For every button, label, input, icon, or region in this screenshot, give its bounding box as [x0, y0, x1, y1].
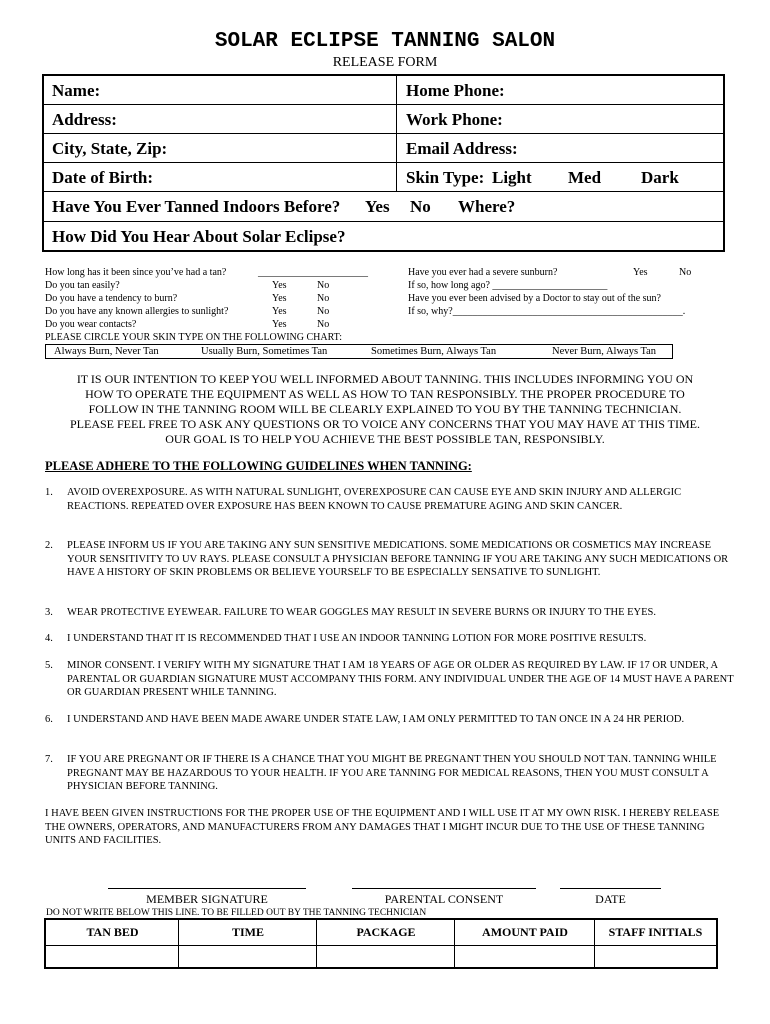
question-text: Do you tan easily?	[45, 280, 120, 291]
name-label: Name:	[52, 81, 101, 100]
guideline-number: 6.	[45, 714, 53, 725]
skin-type-dark-option[interactable]: Dark	[641, 168, 679, 187]
info-row-tanned-before	[44, 192, 723, 222]
skin-type-label: Skin Type:	[406, 168, 485, 187]
intro-paragraph	[30, 372, 740, 447]
tanned-before-label: Have You Ever Tanned Indoors Before?	[52, 197, 341, 216]
dob-field[interactable]	[44, 163, 397, 191]
member-signature-line[interactable]	[108, 888, 306, 889]
info-row-address	[44, 105, 723, 134]
yes-option[interactable]: Yes	[272, 306, 287, 317]
guideline-number: 2.	[45, 540, 53, 551]
tanned-before-no-option[interactable]: No	[410, 197, 431, 216]
question-severe-sunburn	[408, 266, 708, 279]
info-row-city	[44, 134, 723, 163]
skin-chart-option[interactable]: Usually Burn, Sometimes Tan	[201, 346, 328, 357]
question-tan-easily	[45, 279, 345, 292]
customer-info-box	[42, 74, 725, 252]
guideline-text: I UNDERSTAND THAT IT IS RECOMMENDED THAT I USE AN INDOOR TANNING LOTION FOR MORE POSITIVE RESULTS.	[67, 633, 647, 644]
guideline-text: I UNDERSTAND AND HAVE BEEN MADE AWARE UNDER STATE LAW, I AM ONLY PERMITTED TO TAN ONCE IN A 24 HR PERIOD.	[67, 714, 685, 725]
time-header: TIME	[231, 925, 264, 939]
intro-line: OUR GOAL IS TO HELP YOU ACHIEVE THE BEST POSSIBLE TAN, RESPONSIBLY.	[165, 432, 605, 446]
skin-chart-option[interactable]: Sometimes Burn, Always Tan	[371, 346, 497, 357]
yes-option[interactable]: Yes	[272, 319, 287, 330]
guideline-number: 3.	[45, 607, 53, 618]
guideline-text: WEAR PROTECTIVE EYEWEAR. FAILURE TO WEAR GOGGLES MAY RESULT IN SEVERE BURNS OR INJURY TO THE EYES.	[67, 607, 656, 618]
guideline-number: 5.	[45, 660, 53, 671]
guideline-item	[45, 539, 735, 580]
guideline-number: 4.	[45, 633, 53, 644]
guideline-item	[45, 753, 735, 794]
question-text: How long has it been since you’ve had a tan?	[45, 267, 227, 278]
email-label: Email Address:	[406, 139, 518, 158]
question-text: Do you have any known allergies to sunlight?	[45, 306, 229, 317]
skin-type-field	[397, 163, 723, 191]
guidelines-heading: PLEASE ADHERE TO THE FOLLOWING GUIDELINES WHEN TANNING:	[45, 459, 472, 473]
skin-type-chart	[45, 344, 673, 359]
work-phone-field[interactable]	[397, 105, 723, 133]
amount-paid-header: AMOUNT PAID	[482, 925, 568, 939]
staff-initials-header: STAFF INITIALS	[608, 925, 703, 939]
no-option[interactable]: No	[317, 280, 330, 291]
where-label[interactable]: Where?	[458, 197, 516, 216]
question-text: Do you have a tendency to burn?	[45, 293, 178, 304]
yes-option[interactable]: Yes	[272, 280, 287, 291]
guideline-item	[45, 713, 735, 727]
address-field[interactable]	[44, 105, 397, 133]
guideline-text: MINOR CONSENT. I VERIFY WITH MY SIGNATURE THAT I AM 18 YEARS OF AGE OR OLDER AS REQUIRED BY LAW. IF 17 OR UNDER, A PARENTAL OR GUARDIAN SIGNATURE MUST ACCOMPANY THIS FORM. ANY INDIVIDUAL UNDER THE AGE OF 14 MUST HAVE A PARENT OR GUARDIAN PRESENT WHILE TANNING.	[67, 660, 734, 698]
question-text: If so, how long ago? _______________________	[408, 280, 608, 291]
home-phone-label: Home Phone:	[406, 81, 505, 100]
guideline-text: IF YOU ARE PREGNANT OR IF THERE IS A CHANCE THAT YOU MIGHT BE PREGNANT THEN YOU SHOULD NOT TAN. TANNING WHILE PREGNANT MAY BE HAZARDOUS TO YOUR HEALTH. IF YOU ARE TANNING FOR MEDICAL REASONS, THEN YOU MUST CONSULT A PHYSICIAN BEFORE TANNING.	[67, 754, 717, 792]
intro-line: HOW TO OPERATE THE EQUIPMENT AS WELL AS HOW TO TAN RESPONSIBLY. THE PROPER PROCEDURE TO	[85, 387, 685, 401]
intro-line: FOLLOW IN THE TANNING ROOM WILL BE CLEARLY EXPLAINED TO YOU BY THE TANNING TECHNICIAN.	[88, 402, 682, 416]
skin-chart-option[interactable]: Never Burn, Always Tan	[552, 346, 657, 357]
address-label: Address:	[52, 110, 117, 129]
guideline-text: PLEASE INFORM US IF YOU ARE TAKING ANY SUN SENSITIVE MEDICATIONS. SOME MEDICATIONS OR COSMETICS MAY INCREASE YOUR SENSITIVITY TO UV RAYS. PLEASE CONSULT A PHYSICIAN BEFORE TANNING IF YOU ARE TAKING ANY SUCH MEDICATIONS OR HAVE A HISTORY OF SKIN PROBLEMS OR BELIEVE YOURSELF TO BE ESPECIALLY SENSATIVE TO SUNLIGHT.	[67, 540, 729, 578]
question-text: Have you ever been advised by a Doctor to stay out of the sun?	[408, 293, 661, 304]
guideline-item	[45, 606, 735, 620]
info-row-name	[44, 76, 723, 105]
member-signature-label: MEMBER SIGNATURE	[146, 892, 268, 906]
yes-option[interactable]: Yes	[633, 267, 648, 278]
skin-chart-option[interactable]: Always Burn, Never Tan	[54, 346, 159, 357]
guideline-number: 7.	[45, 754, 53, 765]
question-how-long-ago[interactable]	[408, 279, 607, 292]
parental-consent-line[interactable]	[352, 888, 536, 889]
tanned-before-yes-option[interactable]: Yes	[365, 197, 390, 216]
no-option[interactable]: No	[317, 319, 330, 330]
tan-bed-header: TAN BED	[86, 925, 139, 939]
intro-line: PLEASE FEEL FREE TO ASK ANY QUESTIONS OR TO VOICE ANY CONCERNS THAT YOU MAY HAVE AT THIS TIME.	[70, 417, 700, 431]
question-tan-since	[45, 266, 368, 279]
info-row-dob	[44, 163, 723, 192]
dob-label: Date of Birth:	[52, 168, 154, 187]
guideline-text: AVOID OVEREXPOSURE. AS WITH NATURAL SUNLIGHT, OVEREXPOSURE CAN CAUSE EYE AND SKIN INJURY AND ALLERGIC REACTIONS. REPEATED OVER EXPOSURE HAS BEEN KNOWN TO CAUSE PREMATURE AGING AND SKIN CANCER.	[67, 487, 682, 512]
question-text: If so, why?______________________________________________.	[408, 306, 686, 317]
date-line[interactable]	[560, 888, 661, 889]
tanned-before-field	[44, 192, 723, 221]
no-option[interactable]: No	[317, 306, 330, 317]
skin-type-light-option[interactable]: Light	[492, 168, 532, 187]
intro-line: IT IS OUR INTENTION TO KEEP YOU WELL INFORMED ABOUT TANNING. THIS INCLUDES INFORMING YOU ON	[76, 372, 694, 386]
no-option[interactable]: No	[679, 267, 692, 278]
technician-note: DO NOT WRITE BELOW THIS LINE. TO BE FILLED OUT BY THE TANNING TECHNICIAN	[46, 908, 427, 918]
question-text: Do you wear contacts?	[45, 319, 137, 330]
hear-about-field[interactable]	[44, 222, 723, 252]
technician-table	[44, 918, 718, 969]
form-subtitle: RELEASE FORM	[332, 55, 438, 70]
date-label: DATE	[595, 892, 626, 906]
question-contacts	[45, 318, 345, 331]
home-phone-field[interactable]	[397, 76, 723, 104]
no-option[interactable]: No	[317, 293, 330, 304]
city-state-zip-label: City, State, Zip:	[52, 139, 168, 158]
work-phone-label: Work Phone:	[406, 110, 503, 129]
parental-consent-label: PARENTAL CONSENT	[384, 892, 504, 906]
hear-about-label: How Did You Hear About Solar Eclipse?	[52, 227, 346, 246]
guideline-item	[45, 486, 735, 513]
question-why[interactable]	[408, 305, 685, 318]
skin-chart-prompt: PLEASE CIRCLE YOUR SKIN TYPE ON THE FOLLOWING CHART:	[45, 332, 343, 343]
release-statement: I HAVE BEEN GIVEN INSTRUCTIONS FOR THE PROPER USE OF THE EQUIPMENT AND I WILL USE IT AT MY OWN RISK. I HEREBY RELEASE THE OWNERS, OPERATORS, AND MANUFACTURERS FROM ANY DAMAGES THAT I MIGHT INCUR DUE TO THE USE OF THESE TANNING UNITS AND FACILITIES.	[45, 808, 720, 846]
form-title: SOLAR ECLIPSE TANNING SALON	[214, 30, 556, 53]
question-text: Have you ever had a severe sunburn?	[408, 267, 558, 278]
guideline-number: 1.	[45, 487, 53, 498]
yes-option[interactable]: Yes	[272, 293, 287, 304]
package-header: PACKAGE	[356, 925, 416, 939]
answer-line[interactable]: ______________________	[258, 267, 368, 278]
skin-type-med-option[interactable]: Med	[568, 168, 602, 187]
email-field[interactable]	[397, 134, 723, 162]
question-doctor-advised	[408, 292, 661, 305]
city-state-zip-field[interactable]	[44, 134, 397, 162]
guideline-item	[45, 632, 735, 646]
name-field[interactable]	[44, 76, 397, 104]
question-tendency-burn	[45, 292, 345, 305]
question-allergies	[45, 305, 345, 318]
guideline-item	[45, 659, 735, 700]
info-row-hear-about	[44, 222, 723, 252]
